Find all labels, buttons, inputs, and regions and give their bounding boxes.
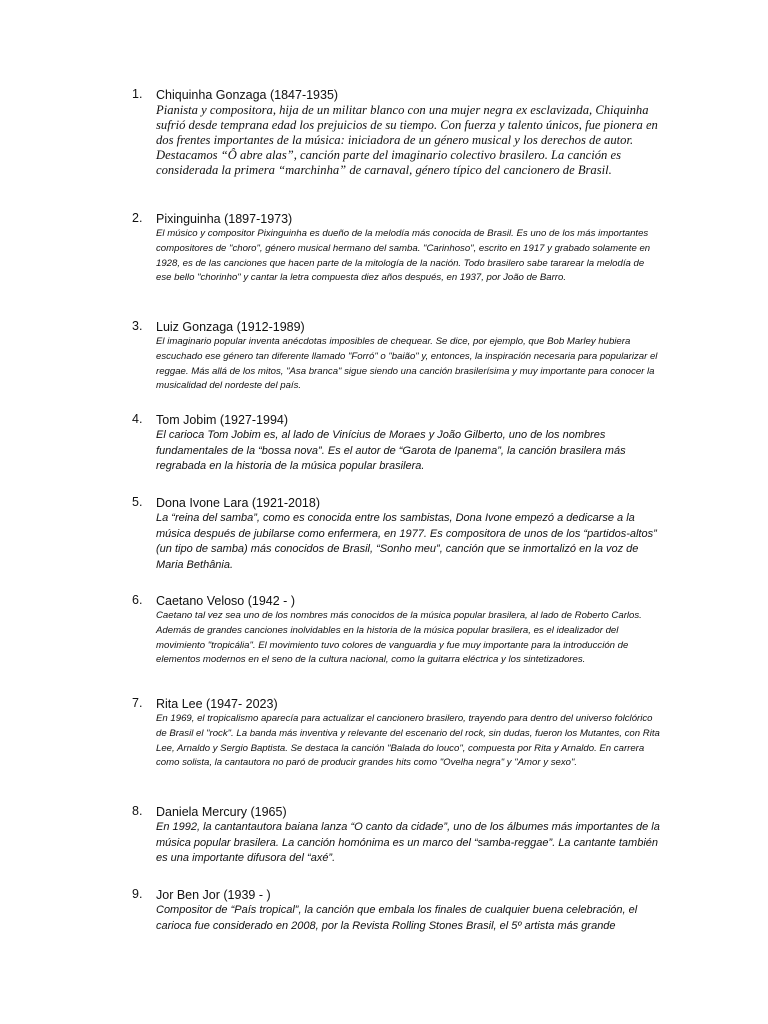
entry-description: Pianista y compositora, hija de un militar blanco con una mujer negra ex esclavizada, Chiquinha sufrió desde temprana edad los prejuicios de su tiempo. Con fuerza y talento únicos, fue pionera en dos frentes importantes de la música: iniciadora de un género musical y los derechos de autor. Destacamos “Ô abre alas”, canción parte del imaginario colectivo brasilero. La canción es considerada la primera “marchinha” de carnaval, género típico del cancionero de Brasil. [156, 103, 658, 177]
list-item [132, 887, 662, 934]
list-item [132, 211, 662, 286]
list-number: 5. [132, 495, 143, 509]
list-number: 7. [132, 696, 143, 710]
entry-description: El carioca Tom Jobim es, al lado de Vinícius de Moraes y João Gilberto, uno de los nombres fundamentales de la “bossa nova”. Es el autor de “Garota de Ipanema”, la canción brasilera más regrabada en la historia de la música popular brasilera. [156, 429, 626, 473]
entry-title: Chiquinha Gonzaga (1847-1935) [156, 88, 339, 102]
entry-title: Dona Ivone Lara (1921-2018) [156, 496, 321, 510]
list-item [132, 495, 662, 573]
list-number: 1. [132, 87, 143, 101]
list-number: 6. [132, 593, 143, 607]
list-item [132, 412, 662, 475]
entry-description: Compositor de “País tropical”, la canción que embala los finales de cualquier buena celebración, el carioca fue considerado en 2008, por la Revista Rolling Stones Brasil, el 5º artista más grande [156, 904, 638, 932]
entry-description: El músico y compositor Pixinguinha es dueño de la melodía más conocida de Brasil. Es uno de los más importantes compositores de "choro", género musical hermano del samba. "Carinhoso", escrito en 1917 y grabado solamente en 1928, es de las canciones que hacen parte de la mitología de la nación. Todo brasilero sabe tararear la melodía de ese bello "chorinho" y cantar la letra compuesta diez años después, en 1937, por João de Barro. [156, 228, 651, 284]
list-item [132, 804, 662, 867]
list-item [132, 696, 662, 771]
entry-description: Caetano tal vez sea uno de los nombres más conocidos de la música popular brasilera, al lado de Roberto Carlos. Además de grandes canciones inolvidables en la historia de la música popular brasilera, es el idealizador del movimiento "tropicália". El movimiento tuvo colores de vanguardia y fue muy importante para la introducción de elementos modernos en el seno de la cultura nacional, como la guitarra eléctrica y los sintetizadores. [156, 610, 642, 666]
entry-description: La “reina del samba”, como es conocida entre los sambistas, Dona Ivone empezó a dedicarse a la música después de jubilarse como enfermera, en 1977. Es compositora de unos de los “partidos-altos” (un tipo de samba) más conocidos de Brasil, “Sonho meu”, canción que se inmortalizó en la voz de Maria Bethânia. [156, 512, 657, 571]
entry-description: En 1992, la cantantautora baiana lanza “O canto da cidade”, uno de los álbumes más importantes de la música popular brasilera. La canción homónima es un marco del “samba-reggae”. La cantante también es una importante difusora del “axé”. [156, 821, 660, 865]
list-number: 4. [132, 412, 143, 426]
entry-title: Jor Ben Jor (1939 - ) [156, 888, 271, 902]
list-item [132, 87, 662, 178]
entry-title: Luiz Gonzaga (1912-1989) [156, 320, 305, 334]
entry-title: Rita Lee (1947- 2023) [156, 697, 278, 711]
list-number: 2. [132, 211, 143, 225]
entry-description: En 1969, el tropicalismo aparecía para actualizar el cancionero brasilero, trayendo para dentro del universo folclórico de Brasil el "rock". La banda más inventiva y relevante del escenario del rock, sin dudas, fueron los Mutantes, con Rita Lee, Arnaldo y Sergio Baptista. Se destaca la canción "Balada do louco", compuesta por Rita y Arnaldo. En carrera como solista, la cantautora no paró de producir grandes hits como "Ovelha negra" y "Amor y sexo". [156, 713, 660, 769]
entry-title: Pixinguinha (1897-1973) [156, 212, 293, 226]
entry-title: Tom Jobim (1927-1994) [156, 413, 289, 427]
entry-description: El imaginario popular inventa anécdotas imposibles de chequear. Se dice, por ejemplo, que Bob Marley hubiera escuchado ese género tan diferente llamado "Forró" o "baião" y, entonces, la inspiración necesaria para popularizar el reggae. Más allá de los mitos, "Asa branca" sigue siendo una canción brasilerísima y muy importante para conocer la musicalidad del nordeste del país. [156, 336, 658, 392]
entry-title: Caetano Veloso (1942 - ) [156, 594, 295, 608]
list-item [132, 593, 662, 668]
list-number: 9. [132, 887, 143, 901]
entry-title: Daniela Mercury (1965) [156, 805, 287, 819]
list-item [132, 319, 662, 394]
list-number: 3. [132, 319, 143, 333]
list-number: 8. [132, 804, 143, 818]
